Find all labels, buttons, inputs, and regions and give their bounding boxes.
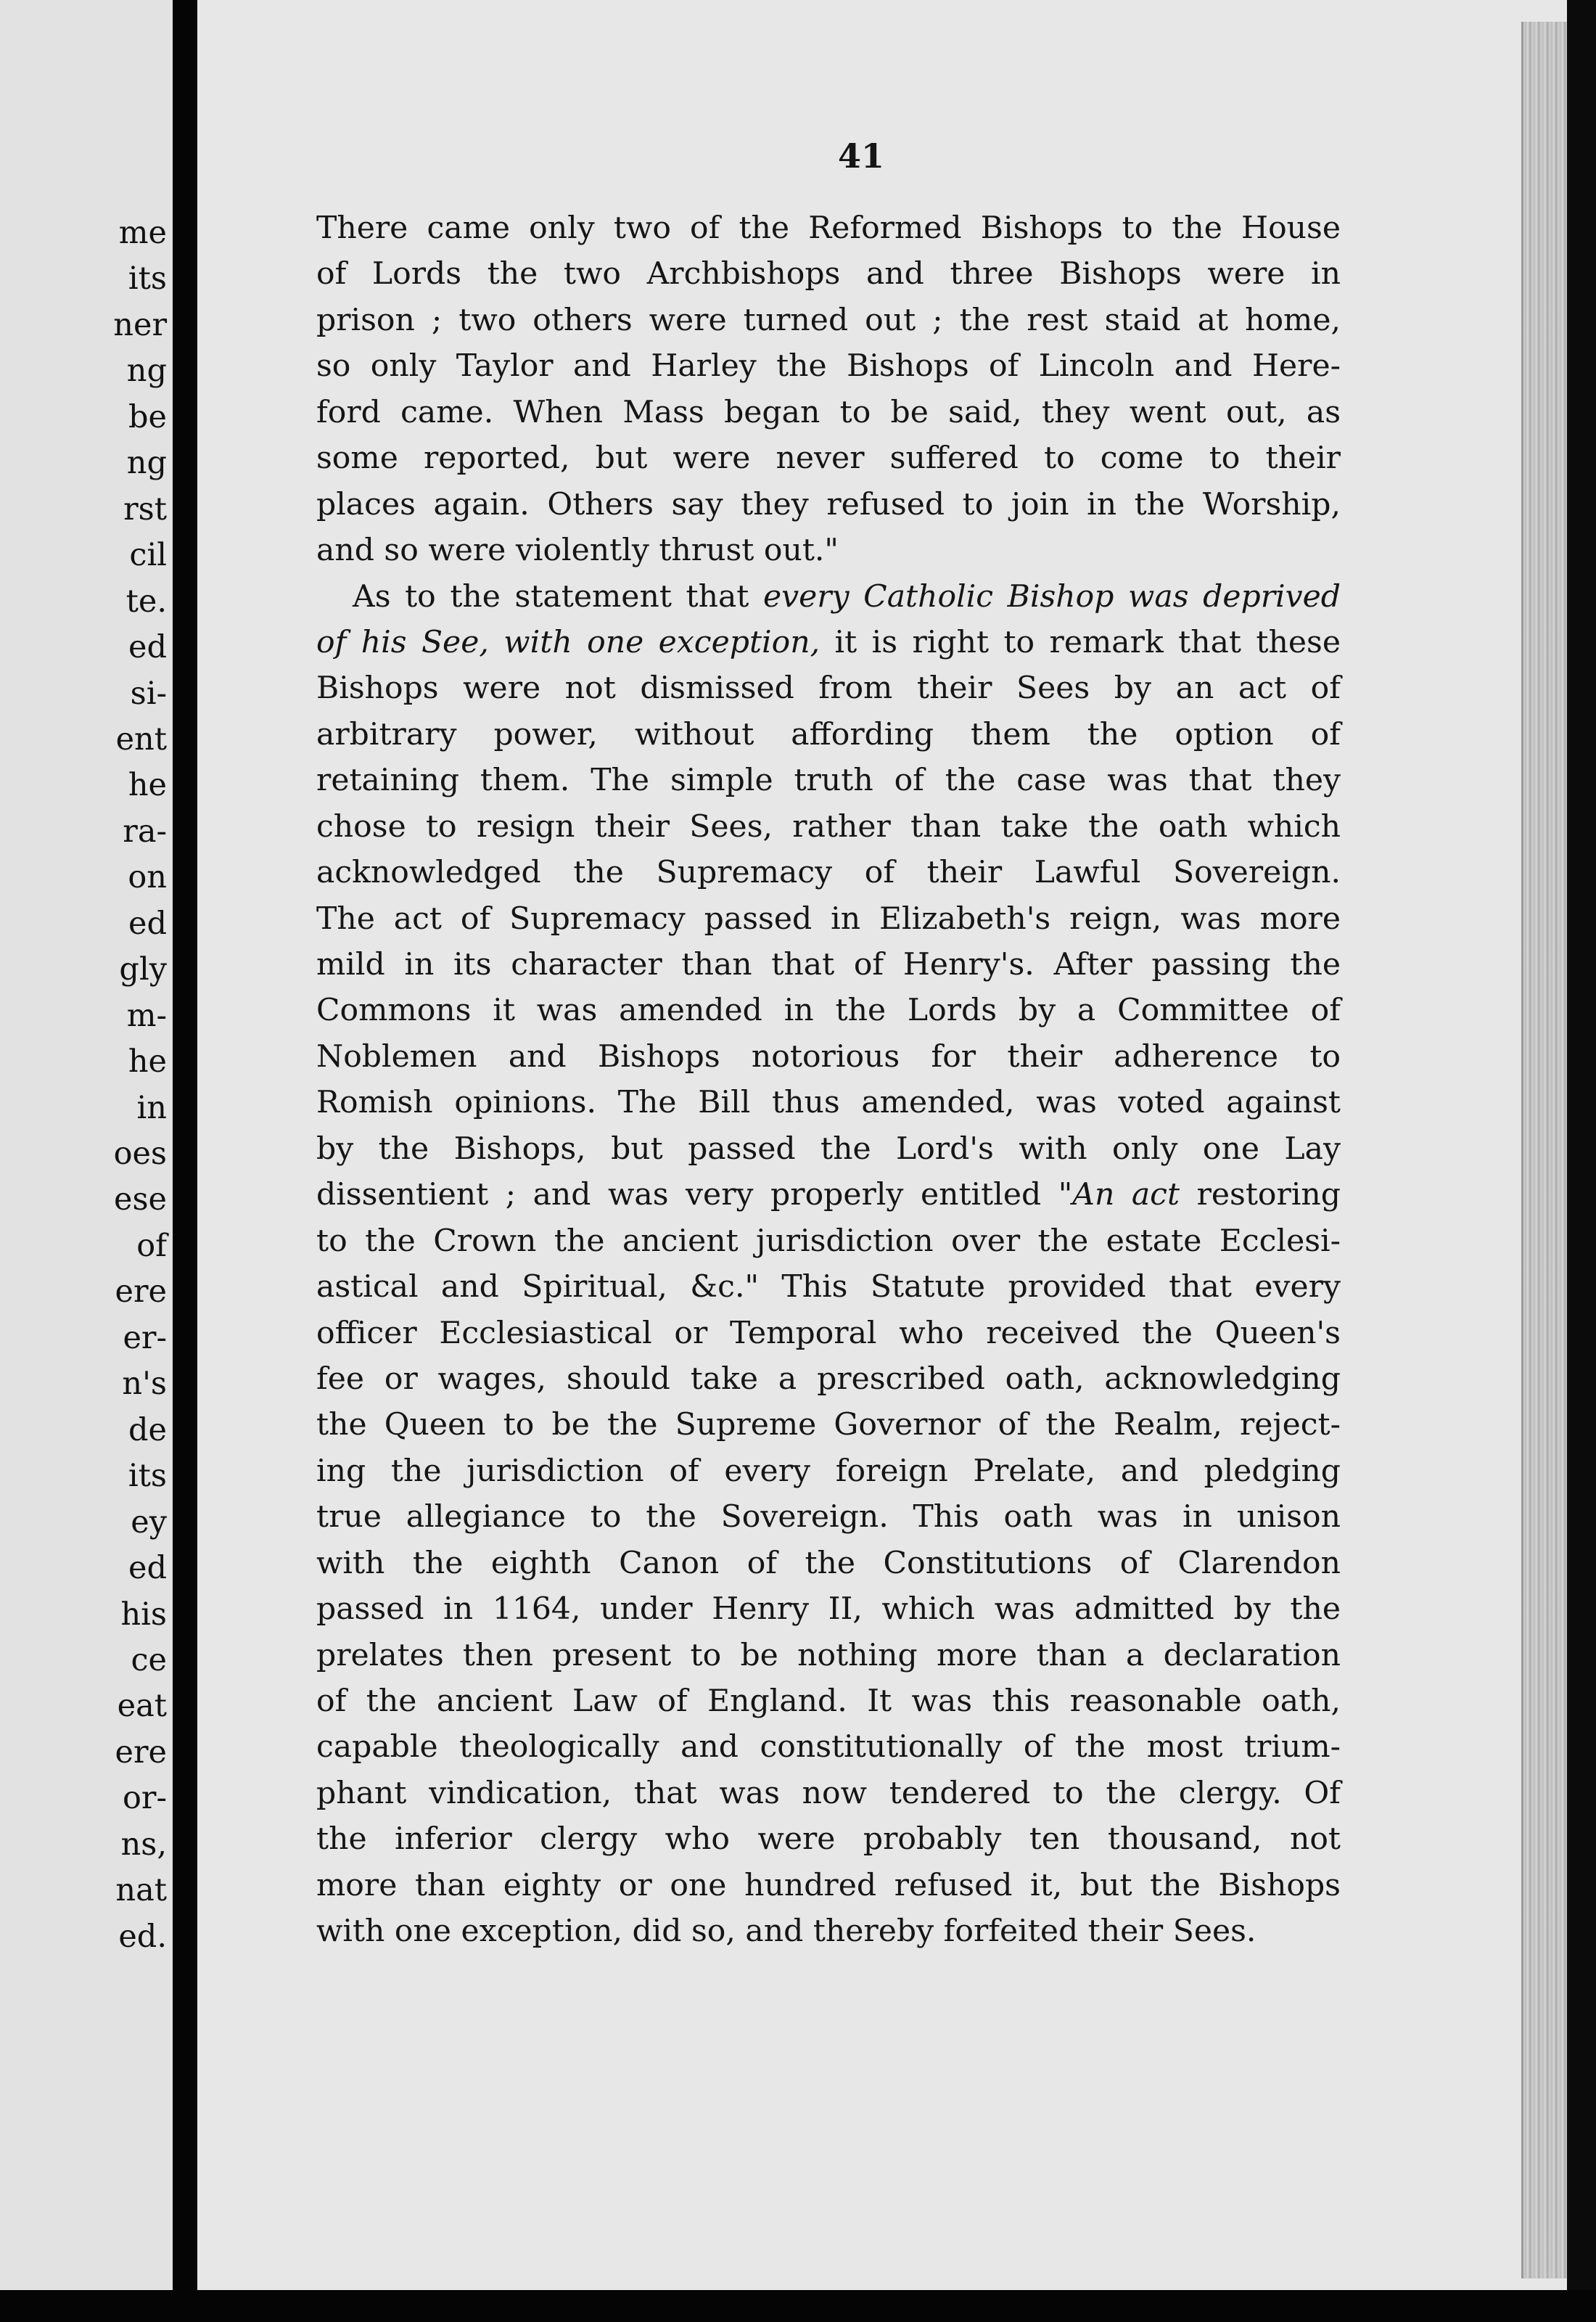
text-line: acknowledged the Supremacy of their Lawful Sovereign. — [316, 855, 1341, 891]
facing-page-fragment: ere — [115, 1273, 167, 1310]
book-gutter — [173, 0, 197, 2322]
text-line: by the Bishops, but passed the Lord's with only one Lay — [316, 1131, 1341, 1167]
text-line: phant vindication, that was now tendered to the clergy. Of — [316, 1775, 1341, 1811]
facing-page-fragment: er- — [123, 1319, 167, 1356]
text-line: the inferior clergy who were probably ten thousand, not — [316, 1821, 1341, 1858]
facing-page-fragment: in — [136, 1089, 167, 1126]
text-line: to the Crown the ancient jurisdiction over the estate Ecclesi- — [316, 1223, 1341, 1259]
text-line: The act of Supremacy passed in Elizabeth's reign, was more — [316, 901, 1341, 937]
paragraph-1 — [316, 205, 1341, 574]
text-line: some reported, but were never suffered to come to their — [316, 440, 1341, 477]
body-text — [316, 205, 1341, 1955]
text-line — [316, 1172, 1341, 1218]
facing-page-fragment: he — [128, 1043, 167, 1080]
text-line: passed in 1164, under Henry II, which was admitted by the — [316, 1591, 1341, 1628]
text-line — [316, 620, 1341, 665]
text-line: Bishops were not dismissed from their Sees by an act of — [316, 670, 1341, 707]
facing-page-fragment: ce — [131, 1641, 167, 1678]
italic-run: of his See, with one exception, — [316, 624, 820, 660]
facing-page-fragment: ed — [128, 1550, 167, 1587]
facing-page-fragment: ey — [131, 1503, 167, 1541]
facing-page-fragment: ns, — [120, 1826, 167, 1863]
text-line — [316, 574, 1341, 620]
text-line: prelates then present to be nothing more than a declaration — [316, 1637, 1341, 1673]
text-line: the Queen to be the Supreme Governor of the Realm, reject- — [316, 1407, 1341, 1443]
text-line: Commons it was amended in the Lords by a Committee of — [316, 993, 1341, 1029]
text-line: and so were violently thrust out." — [316, 533, 839, 569]
facing-page-fragment: oes — [113, 1136, 167, 1172]
facing-page-fragment: its — [128, 260, 167, 298]
facing-page-fragment: si- — [130, 675, 167, 712]
page-edge-stack — [1521, 22, 1567, 2278]
facing-page-fragment: ed. — [118, 1918, 167, 1955]
facing-page-fragment: eat — [117, 1688, 167, 1725]
facing-page-fragment: ese — [114, 1181, 167, 1218]
facing-page-fragment: n's — [122, 1366, 167, 1403]
book-page — [197, 0, 1567, 2322]
text-run: restoring — [1180, 1177, 1341, 1213]
facing-page-fragment: ere — [115, 1734, 167, 1771]
scan-bottom-border — [0, 2290, 1596, 2322]
italic-run: An act — [1072, 1177, 1180, 1213]
facing-page-fragment: nat — [115, 1872, 167, 1909]
text-line: with one exception, did so, and thereby forfeited their Sees. — [316, 1913, 1256, 1950]
facing-page-fragment: ng — [126, 353, 167, 390]
facing-page-fragment: ner — [113, 306, 167, 343]
text-line: retaining them. The simple truth of the case was that they — [316, 763, 1341, 799]
text-line: of the ancient Law of England. It was this reasonable oath, — [316, 1683, 1341, 1719]
italic-run: every Catholic Bishop was deprived — [762, 578, 1341, 615]
text-line: of Lords the two Archbishops and three Bishops were in — [316, 256, 1341, 292]
facing-page-fragment: gly — [119, 951, 167, 988]
facing-page-fragment: de — [128, 1411, 167, 1448]
facing-page-fragment: ent — [115, 721, 167, 758]
text-line: with the eighth Canon of the Constitutions of Clarendon — [316, 1545, 1341, 1581]
text-run: it is right to remark that these — [820, 624, 1341, 660]
text-line: so only Taylor and Harley the Bishops of Lincoln and Here- — [316, 348, 1341, 385]
facing-page-fragment: te. — [126, 583, 167, 620]
facing-page-fragment: its — [128, 1458, 167, 1495]
facing-page-fragment: ng — [126, 445, 167, 482]
text-line: officer Ecclesiastical or Temporal who received the Queen's — [316, 1315, 1341, 1351]
text-line: more than eighty or one hundred refused it, but the Bishops — [316, 1867, 1341, 1903]
paragraph-2 — [316, 574, 1341, 1955]
text-line: astical and Spiritual, &c." This Statute provided that every — [316, 1269, 1341, 1305]
facing-page-fragment: me — [118, 215, 167, 251]
text-line: capable theologically and constitutionally of the most trium- — [316, 1729, 1341, 1765]
text-run: dissentient ; and was very properly entitled " — [316, 1177, 1073, 1213]
text-line: fee or wages, should take a prescribed oath, acknowledging — [316, 1361, 1341, 1397]
facing-page-fragment: cil — [129, 537, 167, 574]
text-run: As to the statement that — [353, 578, 763, 615]
facing-page-fragment: rst — [123, 491, 167, 528]
text-line: prison ; two others were turned out ; the rest staid at home, — [316, 302, 1341, 338]
text-line: Noblemen and Bishops notorious for their adherence to — [316, 1038, 1341, 1075]
facing-page-fragment: ed — [128, 905, 167, 942]
facing-page-fragment: of — [136, 1227, 167, 1264]
facing-page-fragment: his — [120, 1596, 167, 1633]
facing-page-fragment: ra- — [123, 813, 167, 850]
text-line: Romish opinions. The Bill thus amended, was voted against — [316, 1085, 1341, 1121]
facing-page-fragment: be — [128, 398, 167, 435]
text-line: true allegiance to the Sovereign. This oath was in unison — [316, 1499, 1341, 1535]
text-line: mild in its character than that of Henry's. After passing the — [316, 947, 1341, 982]
text-line: places again. Others say they refused to join in the Worship, — [316, 486, 1341, 522]
facing-page-fragment: he — [128, 767, 167, 804]
page-number: 41 — [837, 136, 884, 176]
facing-page-fragment: or- — [123, 1780, 167, 1817]
text-line: ing the jurisdiction of every foreign Prelate, and pledging — [316, 1453, 1341, 1489]
facing-page-edge — [0, 0, 173, 2322]
facing-page-fragment: on — [128, 859, 167, 896]
facing-page-fragment: ed — [128, 629, 167, 666]
text-line: There came only two of the Reformed Bishops to the House — [316, 210, 1341, 246]
text-line: chose to resign their Sees, rather than take the oath which — [316, 808, 1341, 845]
text-line: arbitrary power, without affording them the option of — [316, 716, 1341, 752]
text-line: ford came. When Mass began to be said, they went out, as — [316, 394, 1341, 430]
facing-page-fragment: m- — [126, 997, 167, 1034]
